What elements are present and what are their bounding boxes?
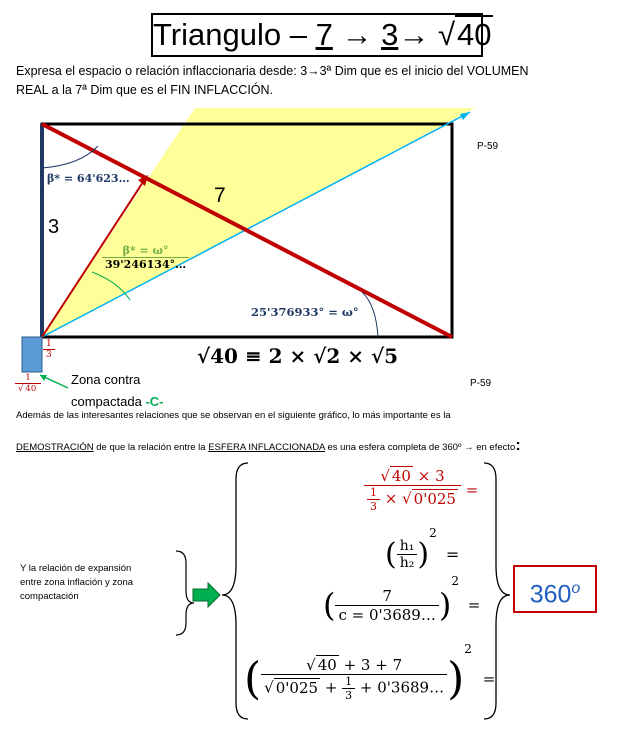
result-360-box: 360$^o$ <box>513 565 597 613</box>
small-brace <box>176 551 194 635</box>
fraction-one-root40: $\frac{1}{√ 40}$ <box>15 373 41 394</box>
equation-1: √ 40 × 3 $\frac{1}{3}$ × √ 0'025 = <box>364 467 478 513</box>
equation-3: ( $\frac{7}{c = 0'3689\dots}$ )$^2$ = <box>323 574 481 624</box>
compact-zone-label: Zona contra compactada -C- <box>71 372 164 409</box>
page-title: Triangulo – 7 → 3→ √40 <box>151 13 483 57</box>
expansion-relation-text: Y la relación de expansión entre zona inflación y zona compactación <box>20 563 134 602</box>
green-arrow-icon <box>193 583 220 607</box>
equation-2: ( $\frac{\text{h₁}}{\text{h₂}}$ )$^2$ = <box>385 526 460 572</box>
page-ref-top: P-59 <box>477 141 499 152</box>
fraction-one-third: $\frac{1}{3}$ <box>43 339 55 360</box>
intro-text: Expresa el espacio o relación inflaccionaria desde: 3→3ª Dim que es el inicio del VOLUMEN REAL a la 7ª Dim que es el FIN INFLACCIÓN. <box>16 64 529 97</box>
hypotenuse-label-7: 7 <box>214 184 226 207</box>
page-ref-bottom: P-59 <box>470 378 492 389</box>
note-line-1: Además de las interesantes relaciones que se observan en el siguiente gráfico, lo más importante es la <box>16 410 451 421</box>
beta-top-label: β* = 64'623… <box>47 172 130 185</box>
beta-mid-label: $\frac{\beta* = \omega^\circ}{39'246134^\circ\dots}$ <box>102 244 189 271</box>
note-line-2: DEMOSTRACIÓN de que la relación entre la ESFERA INFLACCIONADA es una esfera completa de 360º → en efecto: <box>16 437 521 454</box>
compact-zone-box <box>22 337 42 372</box>
omega-label: 25'376933° = ω° <box>251 305 359 319</box>
bottom-equation: √40 ≡ 2 × √2 × √5 <box>197 344 399 368</box>
equation-4: ( √ 40 + 3 + 7 √ 0'025 + $\frac{1}{3}$ + 0'3689… )$^2$ = <box>244 642 496 705</box>
side-label-3: 3 <box>48 216 60 238</box>
